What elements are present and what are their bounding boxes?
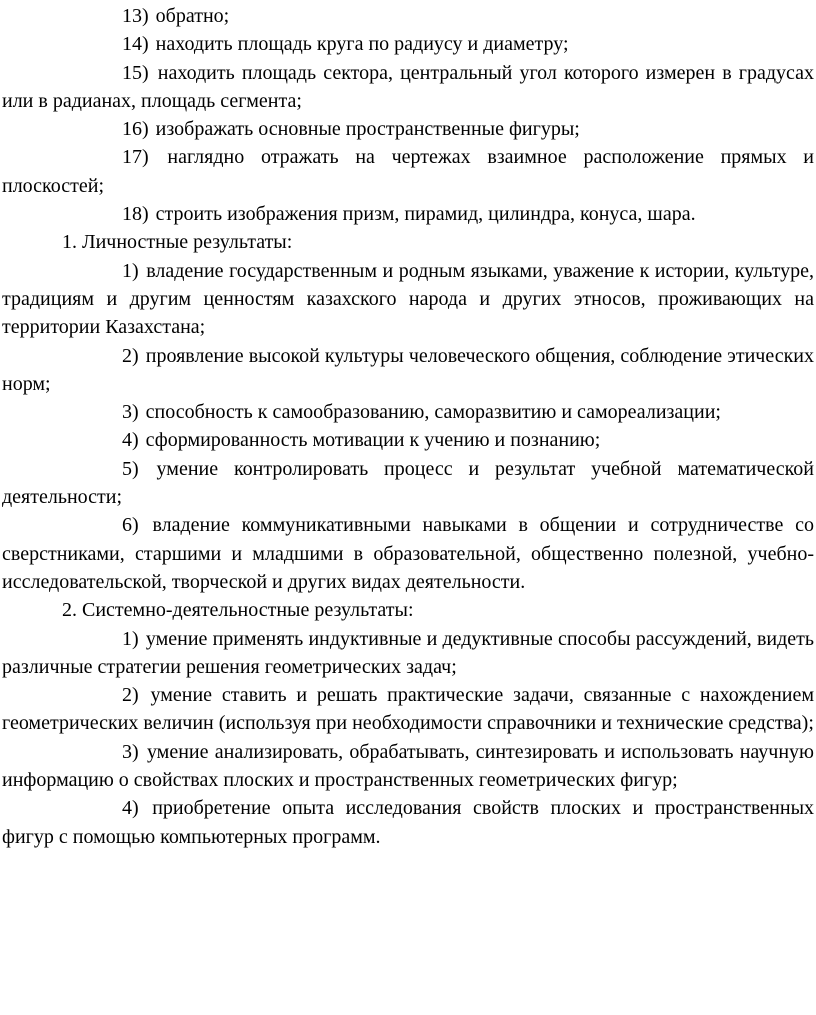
list-item <box>2 257 814 342</box>
item-number: 3) <box>122 401 139 424</box>
list-item <box>2 455 814 512</box>
item-text: приобретение опыта исследования свойств плоских и пространственных фигур с помощью компьютерных программ. <box>2 797 815 848</box>
item-text: владение государственным и родным языками, уважение к истории, культуре, традициям и другим ценностям казахского народа и других этносов, проживающих на территории Казахстана; <box>2 259 815 339</box>
list-item <box>2 398 814 426</box>
list-item <box>2 426 814 454</box>
item-text: наглядно отражать на чертежах взаимное расположение прямых и плоскостей; <box>2 146 814 197</box>
item-text: умение применять индуктивные и дедуктивные способы рассуждений, видеть различные стратегии решения геометрических задач; <box>2 627 815 678</box>
item-number: 1) <box>122 627 139 650</box>
list-item <box>2 342 814 399</box>
item-number: 13) <box>122 5 149 27</box>
item-text: строить изображения призм, пирамид, цилиндра, конуса, шара. <box>155 203 696 226</box>
item-text: владение коммуникативными навыками в общении и сотрудничестве со сверстниками, старшими и младшими в образовательной, общественно полезной, учебно-исследовательской, творческой и других видах деятельности. <box>2 514 815 593</box>
item-text: находить площадь круга по радиусу и диаметру; <box>155 33 569 56</box>
list-item <box>2 30 814 58</box>
list-item <box>2 681 814 738</box>
list-item <box>2 200 814 228</box>
item-number: 15) <box>122 61 149 84</box>
item-text: проявление высокой культуры человеческого общения, соблюдение этических норм; <box>2 344 815 395</box>
list-item <box>2 59 814 116</box>
section-heading-system-activity: 2. Системно-деятельностные результаты: <box>62 599 414 622</box>
item-number: 4) <box>122 797 139 820</box>
item-text: обратно; <box>155 5 230 27</box>
item-number: 2) <box>122 344 139 367</box>
list-item <box>2 2 814 30</box>
item-text: сформированность мотивации к учению и познанию; <box>145 429 601 452</box>
item-text: изображать основные пространственные фигуры; <box>155 118 580 141</box>
item-number: 18) <box>122 203 149 226</box>
item-number: 17) <box>122 146 149 169</box>
list-item <box>2 738 814 795</box>
item-number: 16) <box>122 118 149 141</box>
item-text: способность к самообразованию, саморазвитию и самореализации; <box>145 401 721 424</box>
list-item <box>2 115 814 143</box>
list-item <box>2 511 814 596</box>
item-text: умение контролировать процесс и результат учебной математической деятельности; <box>2 457 814 509</box>
item-number: 5) <box>122 457 139 480</box>
item-text: находить площадь сектора, центральный угол которого измерен в градусах или в радианах, площадь сегмента; <box>2 61 814 112</box>
item-text: умение анализировать, обрабатывать, синтезировать и использовать научную информацию о свойствах плоских и пространственных геометрических фигур; <box>2 740 814 792</box>
item-number: 4) <box>122 429 139 452</box>
list-item <box>2 625 814 682</box>
list-item <box>2 794 814 851</box>
item-number: 14) <box>122 33 149 56</box>
section-heading-personal: 1. Личностные результаты: <box>62 231 293 254</box>
item-number: 2) <box>122 684 139 707</box>
item-number: 3) <box>122 740 139 763</box>
item-number: 1) <box>122 259 139 282</box>
list-item <box>2 143 814 200</box>
item-number: 6) <box>122 514 139 537</box>
item-text: умение ставить и решать практические задачи, связанные с нахождением геометрических величин (используя при необходимости справочники и технические средства); <box>2 684 815 735</box>
